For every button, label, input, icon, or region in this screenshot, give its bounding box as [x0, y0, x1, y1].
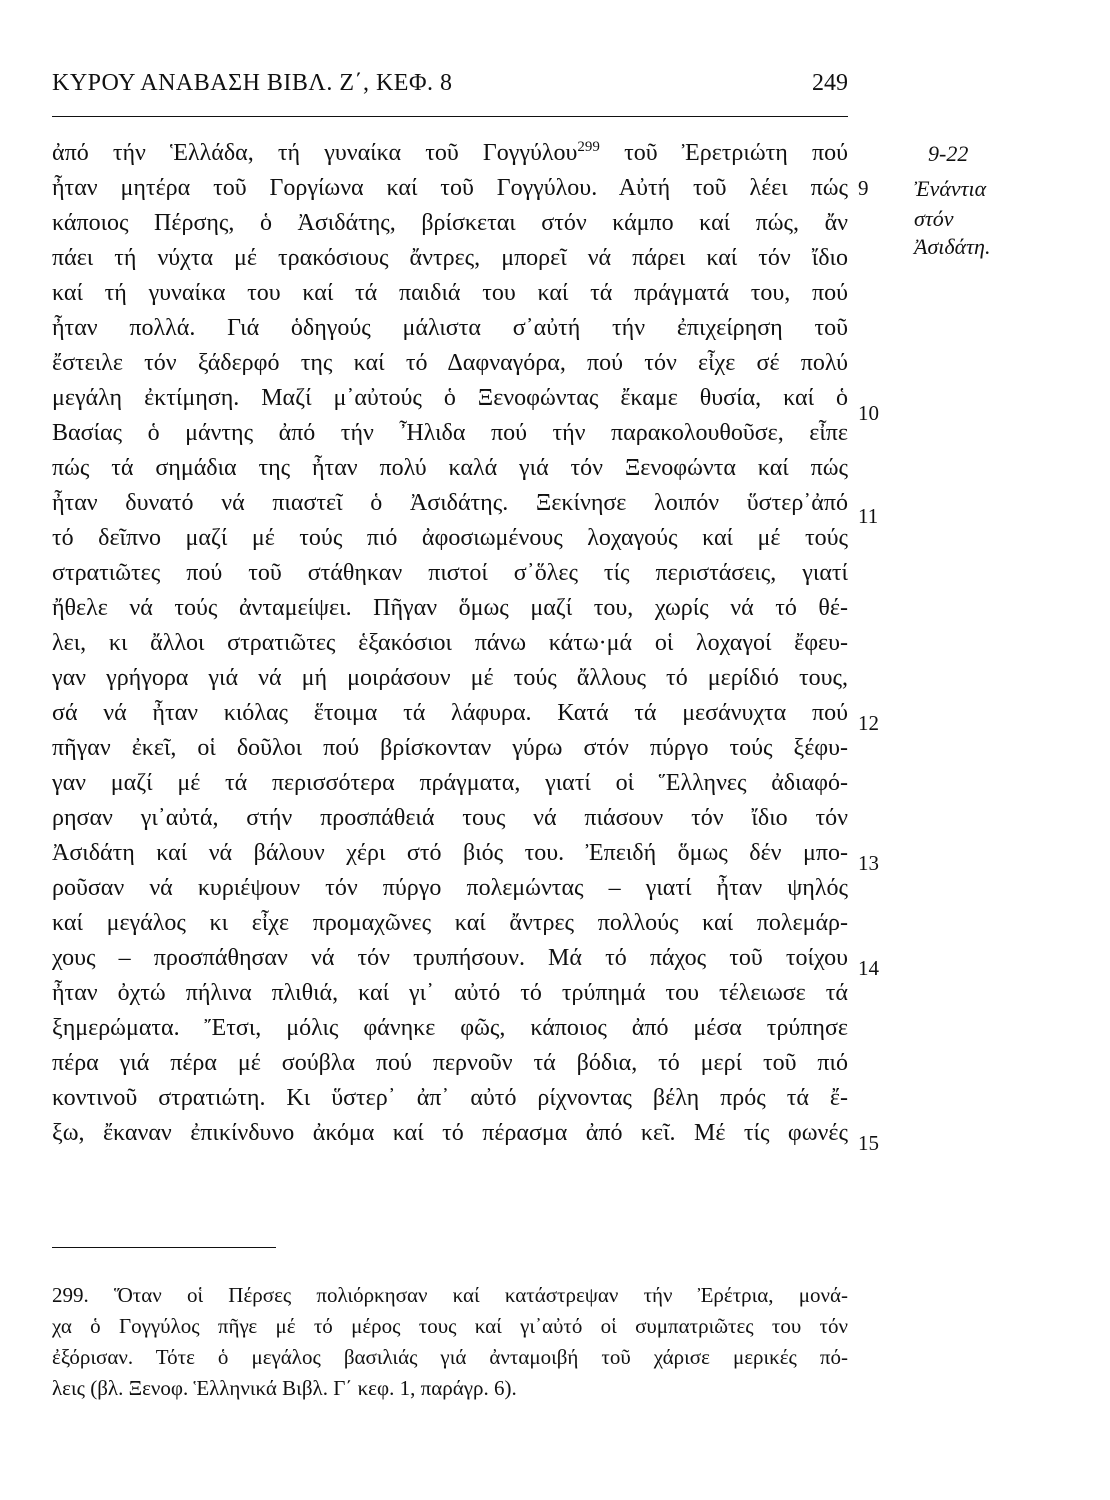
running-title: ΚΥΡΟΥ ΑΝΑΒΑΣΗ ΒΙΒΛ. Ζ΄, ΚΕΦ. 8	[52, 70, 453, 96]
margin-sidenote	[914, 136, 1094, 262]
sidenote-line: Ἐνάντια	[914, 176, 987, 201]
text-line: ἤθελε νά τούς ἀνταμείψει. Πῆγαν ὅμως μαζί του, χωρίς νά τό θέ-	[52, 595, 848, 621]
text-line: χους – προσπάθησαν νά τόν τρυπήσουν. Μά τό πάχος τοῦ τοίχου	[52, 945, 848, 971]
paragraph-number: 11	[858, 504, 879, 528]
paragraph-number: 9	[858, 176, 869, 200]
text-line: στρατιῶτες πού τοῦ στάθηκαν πιστοί σ᾽ὅλες τίς περιστάσεις, γιατί	[52, 560, 848, 586]
text-line: ξημερώματα. Ἔτσι, μόλις φάνηκε φῶς, κάποιος ἀπό μέσα τρύπησε	[52, 1015, 848, 1041]
text-line: γαν γρήγορα γιά νά μή μοιράσουν μέ τούς ἄλλους τό μερίδιό τους,	[52, 665, 848, 691]
text-line: γαν μαζί μέ τά περισσότερα πράγματα, γιατί οἱ Ἕλληνες ἀδιαφό-	[52, 770, 848, 796]
paragraph-number: 14	[858, 956, 879, 980]
text-line: ἦταν δυνατό νά πιαστεῖ ὁ Ἀσιδάτης. Ξεκίνησε λοιπόν ὕστερ᾽ἀπό	[52, 490, 848, 516]
footnote-ref[interactable]: 299	[577, 139, 600, 155]
text-line: πώς τά σημάδια της ἦταν πολύ καλά γιά τόν Ξενοφώντα καί πώς	[52, 455, 848, 481]
text-line: καί τή γυναίκα του καί τά παιδιά του καί τά πράγματά του, πού	[52, 280, 848, 306]
main-text	[52, 136, 848, 1151]
text-line: ἦταν ὀχτώ πήλινα πλιθιά, καί γι᾽ αὐτό τό τρύπημά του τέλειωσε τά	[52, 980, 848, 1006]
text-line: πῆγαν ἐκεῖ, οἱ δοῦλοι πού βρίσκονταν γύρω στόν πύργο τούς ξέφυ-	[52, 735, 848, 761]
text-line: μεγάλη ἐκτίμηση. Μαζί μ᾽αὐτούς ὁ Ξενοφώντας ἔκαμε θυσία, καί ὁ	[52, 385, 848, 411]
paragraph-number: 10	[858, 401, 879, 425]
paragraph-number: 15	[858, 1131, 879, 1155]
footnote-line: ἐξόρισαν. Τότε ὁ μεγάλος βασιλιάς γιά ἀνταμοιβή τοῦ χάρισε μερικές πό-	[52, 1345, 848, 1369]
running-header	[52, 62, 848, 102]
sidenote-line: στόν	[914, 206, 954, 231]
text-line: κάποιος Πέρσης, ὁ Ἀσιδάτης, βρίσκεται στόν κάμπο καί πώς, ἄν	[52, 210, 848, 236]
text-line: τό δεῖπνο μαζί μέ τούς πιό ἀφοσιωμένους λοχαγούς καί μέ τούς	[52, 525, 848, 551]
footnote	[52, 1280, 848, 1404]
text-line: λει, κι ἄλλοι στρατιῶτες ἑξακόσιοι πάνω κάτω·μά οἱ λοχαγοί ἔφευ-	[52, 630, 848, 656]
text-line: ξω, ἔκαναν ἐπικίνδυνο ἀκόμα καί τό πέρασμα ἀπό κεῖ. Μέ τίς φωνές	[52, 1120, 848, 1146]
text-line: ἦταν πολλά. Γιά ὁδηγούς μάλιστα σ᾽αὐτή τήν ἐπιχείρηση τοῦ	[52, 315, 848, 341]
footnote-line: λεις (βλ. Ξενοφ. Ἑλληνικά Βιβλ. Γ΄ κεφ. 1, παράγρ. 6).	[52, 1376, 517, 1400]
paragraph-number: 12	[858, 711, 879, 735]
text-line: Βασίας ὁ μάντης ἀπό τήν Ἦλιδα πού τήν παρακολουθοῦσε, εἶπε	[52, 420, 848, 446]
footnote-rule	[52, 1247, 276, 1248]
text-line: πέρα γιά πέρα μέ σούβλα πού περνοῦν τά βόδια, τό μερί τοῦ πιό	[52, 1050, 848, 1076]
text-line: ροῦσαν νά κυριέψουν τόν πύργο πολεμώντας – γιατί ἦταν ψηλός	[52, 875, 848, 901]
text-line: ἔστειλε τόν ξάδερφό της καί τό Δαφναγόρα, πού τόν εἶχε σέ πολύ	[52, 350, 848, 376]
paragraph-number: 13	[858, 851, 879, 875]
text-line: κοντινοῦ στρατιώτη. Κι ὕστερ᾽ ἀπ᾽ αὐτό ρίχνοντας βέλη πρός τά ἔ-	[52, 1085, 848, 1111]
footnote-line: χα ὁ Γογγύλος πῆγε μέ τό μέρος τους καί γι᾽αὐτό οἱ συμπατριῶτες του τόν	[52, 1314, 848, 1338]
text-line: σά νά ἦταν κιόλας ἕτοιμα τά λάφυρα. Κατά τά μεσάνυχτα πού	[52, 700, 848, 726]
text-line: πάει τή νύχτα μέ τρακόσιους ἄντρες, μπορεῖ νά πάρει καί τόν ἴδιο	[52, 245, 848, 271]
text-line: ἦταν μητέρα τοῦ Γοργίωνα καί τοῦ Γογγύλου. Αὐτή τοῦ λέει πώς	[52, 175, 848, 201]
text-line: ἀπό τήν Ἑλλάδα, τή γυναίκα τοῦ Γογγύλου$^{299}$ τοῦ Ἐρετριώτη πού	[52, 139, 849, 166]
text-line: Ἀσιδάτη καί νά βάλουν χέρι στό βιός του. Ἐπειδή ὅμως δέν μπο-	[52, 840, 848, 866]
footnote-line: 299. Ὅταν οἱ Πέρσες πολιόρκησαν καί κατάστρεψαν τήν Ἐρέτρια, μονά-	[52, 1283, 848, 1307]
page-number: 249	[812, 70, 848, 96]
text-line: ρησαν γι᾽αὐτά, στήν προσπάθειά τους νά πιάσουν τόν ἴδιο τόν	[52, 805, 848, 831]
sidenote-range: 9-22	[928, 141, 969, 166]
header-rule	[52, 116, 848, 117]
sidenote-line: Ἀσιδάτη.	[914, 234, 991, 259]
text-line: καί μεγάλος κι εἶχε προμαχῶνες καί ἄντρες πολλούς καί πολεμάρ-	[52, 910, 848, 936]
